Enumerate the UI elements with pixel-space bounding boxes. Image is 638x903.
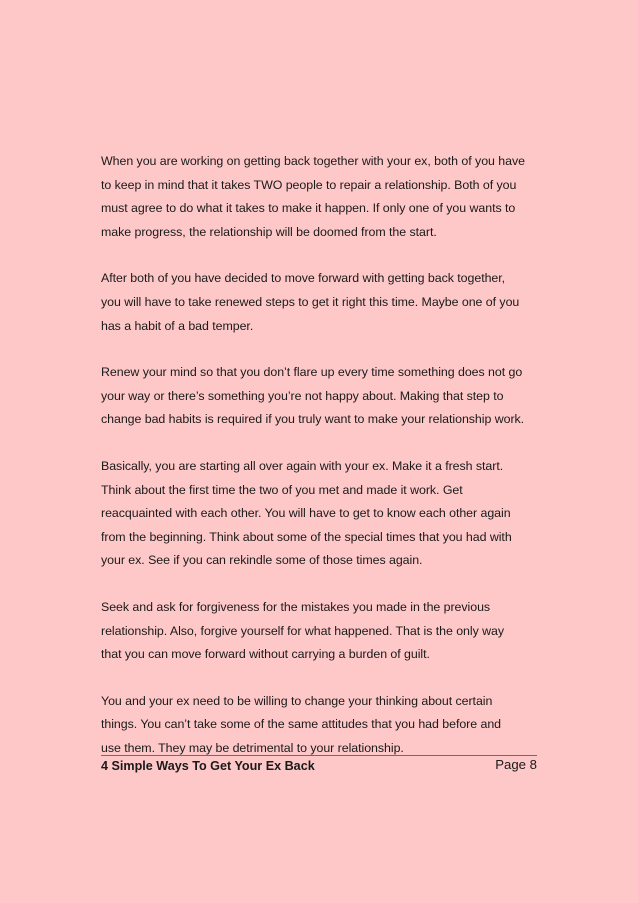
text-line: You and your ex need to be willing to change your thinking about certain xyxy=(101,693,493,708)
text-line: your ex. See if you can rekindle some of those times again. xyxy=(101,553,423,568)
text-line: your way or there’s something you’re not happy about. Making that step to xyxy=(101,388,504,403)
text-line: you will have to take renewed steps to get it right this time. Maybe one of you xyxy=(101,294,520,309)
text-line: After both of you have decided to move forward with getting back together, xyxy=(101,271,506,286)
text-line: make progress, the relationship will be doomed from the start. xyxy=(101,224,437,239)
text-line: Basically, you are starting all over again with your ex. Make it a fresh start. xyxy=(101,458,504,473)
text-line: that you can move forward without carrying a burden of guilt. xyxy=(101,647,430,662)
text-line: to keep in mind that it takes TWO people to repair a relationship. Both of you xyxy=(101,177,517,192)
text-line: Renew your mind so that you don’t flare up every time something does not go xyxy=(101,365,523,380)
page-number: Page 8 xyxy=(495,757,537,772)
text-line: from the beginning. Think about some of the special times that you had with xyxy=(101,529,512,544)
footer-divider xyxy=(101,755,537,756)
paragraph xyxy=(101,267,541,338)
text-line: When you are working on getting back together with your ex, both of you have xyxy=(101,154,525,168)
text-line: things. You can’t take some of the same attitudes that you had before and xyxy=(101,717,502,732)
text-line: has a habit of a bad temper. xyxy=(101,318,254,333)
paragraph xyxy=(101,361,541,432)
text-line: reacquainted with each other. You will have to get to know each other again xyxy=(101,506,511,521)
text-line: change bad habits is required if you truly want to make your relationship work. xyxy=(101,412,525,427)
paragraph xyxy=(101,150,541,244)
text-line: use them. They may be detrimental to your relationship. xyxy=(101,740,404,755)
text-line: must agree to do what it takes to make it happen. If only one of you wants to xyxy=(101,201,516,216)
paragraph xyxy=(101,596,541,667)
text-line: relationship. Also, forgive yourself for what happened. That is the only way xyxy=(101,623,505,638)
paragraph xyxy=(101,690,541,761)
text-line: Think about the first time the two of you met and made it work. Get xyxy=(101,482,463,497)
text-line: Seek and ask for forgiveness for the mistakes you made in the previous xyxy=(101,599,491,614)
paragraph xyxy=(101,455,541,573)
body-text xyxy=(101,150,541,783)
footer-book-title: 4 Simple Ways To Get Your Ex Back xyxy=(101,759,315,773)
